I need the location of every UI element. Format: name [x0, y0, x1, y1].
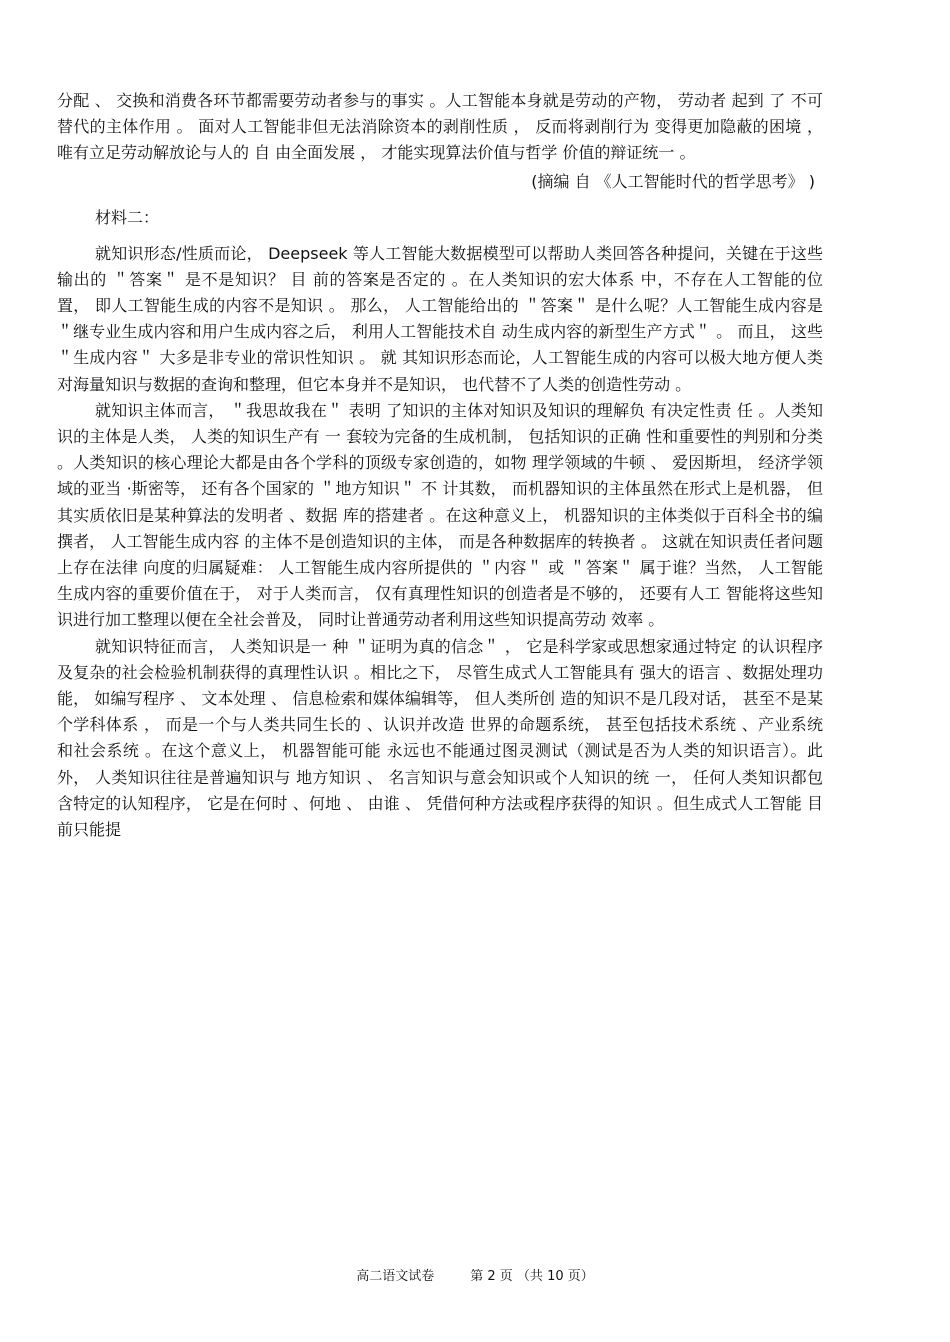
footer-subject: 高二语文试卷: [356, 1269, 435, 1284]
footer-page-number: 第 2 页 （共 10 页）: [470, 1269, 594, 1284]
material1-tail-paragraph: 分配 、 交换和消费各环节都需要劳动者参与的事实 。人工智能本身就是劳动的产物， 劳动者 起到 了 不可替代的主体作用 。 面对人工智能非但无法消除资本的剥削性质 ， 反而将剥削行为 变得更加隐蔽的困境 ， 唯有立足劳动解放论与人的 自 由全面发展 ， 才能实现算法价值与哲学 价值的辩证统一 。: [57, 91, 823, 163]
material2-heading: 材料二：: [95, 207, 160, 227]
page-body: [57, 88, 823, 843]
material2-paragraph-knowledge-form: 就知识形态/性质而论， Deepseek 等人工智能大数据模型可以帮助人类回答各种提问，关键在于这些输出的 ＂答案＂ 是不是知识？ 目 前的答案是否定的 。在人类知识的宏大体系 中，不存在人工智能的位置， 即人工智能生成的内容不是知识 。 那么， 人工智能给出的 ＂答案＂ 是什么呢？人工智能生成内容是 ＂继专业生成内容和用户生成内容之后， 利用人工智能技术自 动生成内容的新型生产方式＂ 。 而且， 这些 ＂生成内容＂ 大多是非专业的常识性知识 。 就 其知识形态而论，人工智能生成的内容可以极大地方便人类对海量知识与数据的查询和整理，但它本身并不是知识， 也代替不了人类的创造性劳动 。: [57, 243, 823, 394]
page-footer: [0, 1268, 950, 1286]
material1-source-citation: (摘编 自 《人工智能时代的哲学思考》 ): [531, 171, 815, 191]
material2-paragraph-knowledge-feature: 就知识特征而言， 人类知识是一 种 ＂证明为真的信念＂ ， 它是科学家或思想家通过特定 的认识程序及复杂的社会检验机制获得的真理性认识 。相比之下， 尽管生成式人工智能具有 强大的语言 、数据处理功能， 如编写程序 、 文本处理 、 信息检索和媒体编辑等， 但人类所创 造的知识不是几段对话， 甚至不是某个学科体系 ， 而是一个与人类共同生长的 、认识并改造 世界的命题系统， 甚至包括技术系统 、产业系统和社会系统 。在这个意义上， 机器智能可能 永远也不能通过图灵测试（测试是否为人类的知识语言）。此外， 人类知识往往是普遍知识与 地方知识 、 名言知识与意会知识或个人知识的统 一， 任何人类知识都包含特定的认知程序， 它是在何时 、何地 、 由谁 、 凭借何种方法或程序获得的知识 。但生成式人工智能 目 前只能提: [57, 636, 823, 840]
material2-paragraph-knowledge-subject: 就知识主体而言， ＂我思故我在＂ 表明 了知识的主体对知识及知识的理解负 有决定性责 任 。人类知识的主体是人类， 人类的知识生产有 一 套较为完备的生成机制， 包括知识的正确 性和重要性的判别和分类 。人类知识的核心理论大都是由各个学科的顶级专家创造的，如物 理学领域的牛顿 、 爱因斯坦， 经济学领域的亚当 ·斯密等， 还有各个国家的 ＂地方知识＂ 不 计其数， 而机器知识的主体虽然在形式上是机器， 但其实质依旧是某种算法的发明者 、数据 库的搭建者 。在这种意义上， 机器知识的主体类似于百科全书的编撰者， 人工智能生成内容 的主体不是创造知识的主体， 而是各种数据库的转换者 。 这就在知识责任者问题上存在法律 向度的归属疑难： 人工智能生成内容所提供的 ＂内容＂ 或 ＂答案＂ 属于谁？当然， 人工智能 生成内容的重要价值在于， 对于人类而言， 仅有真理性知识的创造者是不够的， 还要有人工 智能将这些知识进行加工整理以便在全社会普及， 同时让普通劳动者利用这些知识提高劳动 效率 。: [57, 400, 823, 630]
